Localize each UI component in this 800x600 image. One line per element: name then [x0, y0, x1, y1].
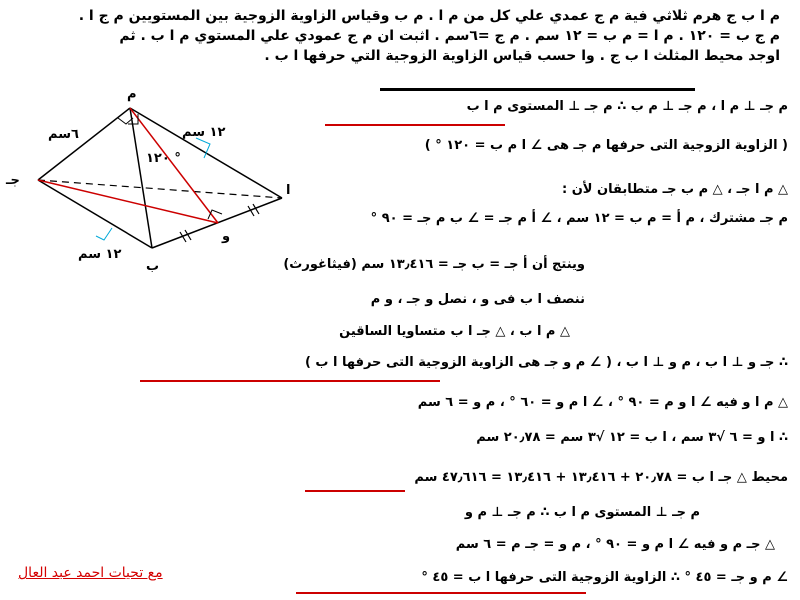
solution-line-13: △ جـ م و فيه ∠ ا م و = ٩٠ ° ، م و = جـ م = ٦ سم	[455, 537, 775, 552]
solution-line-4: م جـ مشترك ، م أ = م ب = ١٢ سم ، ∠ أ م جـ = ∠ ب م جـ = ٩٠ °	[370, 211, 788, 226]
separator-line	[380, 88, 695, 91]
problem-statement	[78, 6, 780, 66]
right-angle-mark-w	[208, 210, 222, 219]
measure-mark-bj	[96, 228, 112, 240]
right-angle-mark-m-2	[118, 118, 133, 124]
solution-line-7: △ م ا ب ، △ جـ ا ب متساويا الساقين	[339, 324, 570, 339]
solution-line-14: ∠ م و جـ = ٤٥ ° ∴ الزاوية الزوجية التى حرفها ا ب = ٤٥ °	[421, 570, 788, 585]
label-w: و	[222, 229, 231, 244]
pyramid-figure	[0, 80, 320, 280]
length-bj: ١٢ سم	[78, 247, 122, 262]
solution-line-6: ننصف ا ب فى و ، نصل و جـ ، و م	[370, 292, 585, 307]
label-j: جـ	[6, 173, 20, 188]
problem-line-1: م ا ب ج هرم ثلاثي فية م ج عمدي علي كل من م ا . م ب وقياس الزاوية الزوجية بين المستويين م ج ا .	[78, 8, 780, 24]
solution-line-3: △ م ا جـ ، △ م ب جـ متطابقان لأن :	[561, 182, 788, 197]
solution-line-11: محيط △ جـ ا ب = ٢٠٫٧٨ + ١٣٫٤١٦ + ١٣٫٤١٦ = ٤٧٫٦١٦ سم	[414, 470, 788, 485]
label-a: ا	[286, 183, 291, 198]
solution-line-8: ∴ جـ و ⊥ ا ب ، م و ⊥ ا ب ، ( ∠ م و جـ هى الزاوية الزوجية التى حرفها ا ب )	[304, 355, 788, 370]
red-underline-4	[296, 592, 586, 594]
red-underline-3	[305, 490, 405, 492]
solution-line-12: م جـ ⊥ المستوى م ا ب ∴ م جـ ⊥ م و	[464, 505, 700, 520]
red-underline-2	[140, 380, 440, 382]
solution-line-10: ∴ ا و = ٦ √٣ سم ، ا ب = ١٢ √٣ سم = ٢٠٫٧٨ سم	[476, 430, 788, 445]
length-ma: ١٢ سم	[182, 125, 226, 140]
problem-line-3: اوجد محيط المثلث ا ب ج . وا حسب قياس الزاوية الزوجية التي حرفها ا ب .	[264, 48, 780, 64]
solution-line-2: ( الزاوية الزوجية التى حرفها م جـ هى ∠ ا م ب = ١٢٠ ° )	[424, 138, 788, 153]
problem-line-2: م ج ب = ١٢٠ . م ا = م ب = ١٢ سم . م ج =٦سم . اثبت ان م ج عمودي علي المستوي م ا ب . ثم	[119, 28, 780, 44]
edge-m-b	[130, 108, 152, 248]
solution-line-9: △ م ا و فيه ∠ ا و م = ٩٠ ° ، ∠ ا م و = ٦٠ ° ، م و = ٦ سم	[417, 395, 788, 410]
edge-m-j	[38, 108, 130, 180]
solution-line-1: م جـ ⊥ م ا ، م جـ ⊥ م ب ∴ م جـ ⊥ المستوى م ا ب	[466, 99, 788, 114]
red-underline-1	[325, 124, 505, 126]
edge-j-b	[38, 180, 152, 248]
author-credit: مع تحيات احمد عبد العال	[18, 565, 163, 581]
solution-line-5: وينتج أن أ جـ = ب جـ = ١٣٫٤١٦ سم (فيثاغورث)	[283, 257, 585, 272]
length-mj: ٦سم	[48, 127, 79, 142]
label-b: ب	[146, 259, 160, 274]
angle-label: ١٢٠ °	[146, 151, 181, 166]
label-m: م	[127, 87, 137, 102]
